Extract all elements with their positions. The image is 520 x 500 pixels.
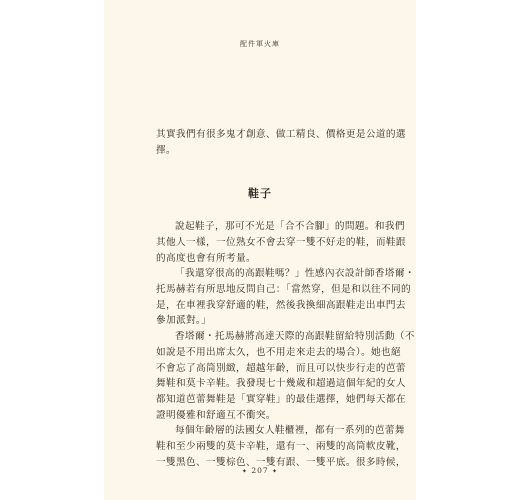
intro-paragraph <box>156 127 406 159</box>
text-line: 參加派對。」 <box>156 315 212 327</box>
body-paragraph <box>156 423 406 470</box>
text-line: 每個年齡層的法國女人鞋櫃裡，都有一系列的芭蕾舞 <box>175 425 405 436</box>
book-page <box>104 0 416 500</box>
ornament-icon: ✦ <box>272 468 279 475</box>
text-line: 如說是不用出席太久，也不用走來走去的場合）。她也絕 <box>156 346 402 358</box>
body-paragraph <box>156 266 415 329</box>
text-line: 是，在車裡我穿舒適的鞋，然後我換細高跟鞋走出車門去 <box>156 299 406 311</box>
text-line: 其實我們有很多鬼才創意、做工精良、價格更是公道的選 <box>156 129 406 140</box>
body-paragraph <box>156 329 415 424</box>
page-number-value: 207 <box>251 466 269 475</box>
text-line: 說起鞋子，那可不光是「合不合腳」的問題。和我們 <box>175 221 405 232</box>
section-title: 鞋子 <box>248 187 272 200</box>
text-line: 擇。 <box>156 144 176 156</box>
text-line: 都知道芭蕾舞鞋是「實穿鞋」的最佳選擇，她們每天都在 <box>156 394 406 406</box>
text-line: 一雙黑色、一雙棕色、一雙有跟、一雙平底。很多時候， <box>156 456 406 468</box>
ornament-icon: ✦ <box>241 468 248 475</box>
body-paragraph <box>156 219 406 266</box>
text-line: 托馬赫若有所思地反問自己：「當然穿，但是和以往不同的 <box>156 283 412 295</box>
text-line: 證明優雅和舒適互不衝突。 <box>156 409 276 421</box>
page-number <box>104 466 416 475</box>
text-line: 鞋和至少兩雙的莫卡辛鞋，還有一、兩雙的高筒軟皮靴， <box>156 440 406 452</box>
text-line: 其他人一樣，一位熟女不會去穿一雙不好走的鞋，而鞋跟 <box>156 236 406 248</box>
text-line: 舞鞋和莫卡辛鞋。我發現七十幾歲和超過這個年紀的女人 <box>156 378 406 390</box>
text-line: 香塔爾・托馬赫將高達天際的高跟鞋留給特別活動（不 <box>175 331 415 342</box>
text-line: 不會忘了高筒別緻，超越年齡，而且可以快步行走的芭蕾 <box>156 362 406 374</box>
text-line: 「我還穿很高的高跟鞋嗎？」性感內衣設計師香塔爾・ <box>175 268 415 279</box>
text-line: 的高度也會有所考量。 <box>156 252 256 264</box>
running-header: 配件軍火庫 <box>240 40 280 48</box>
